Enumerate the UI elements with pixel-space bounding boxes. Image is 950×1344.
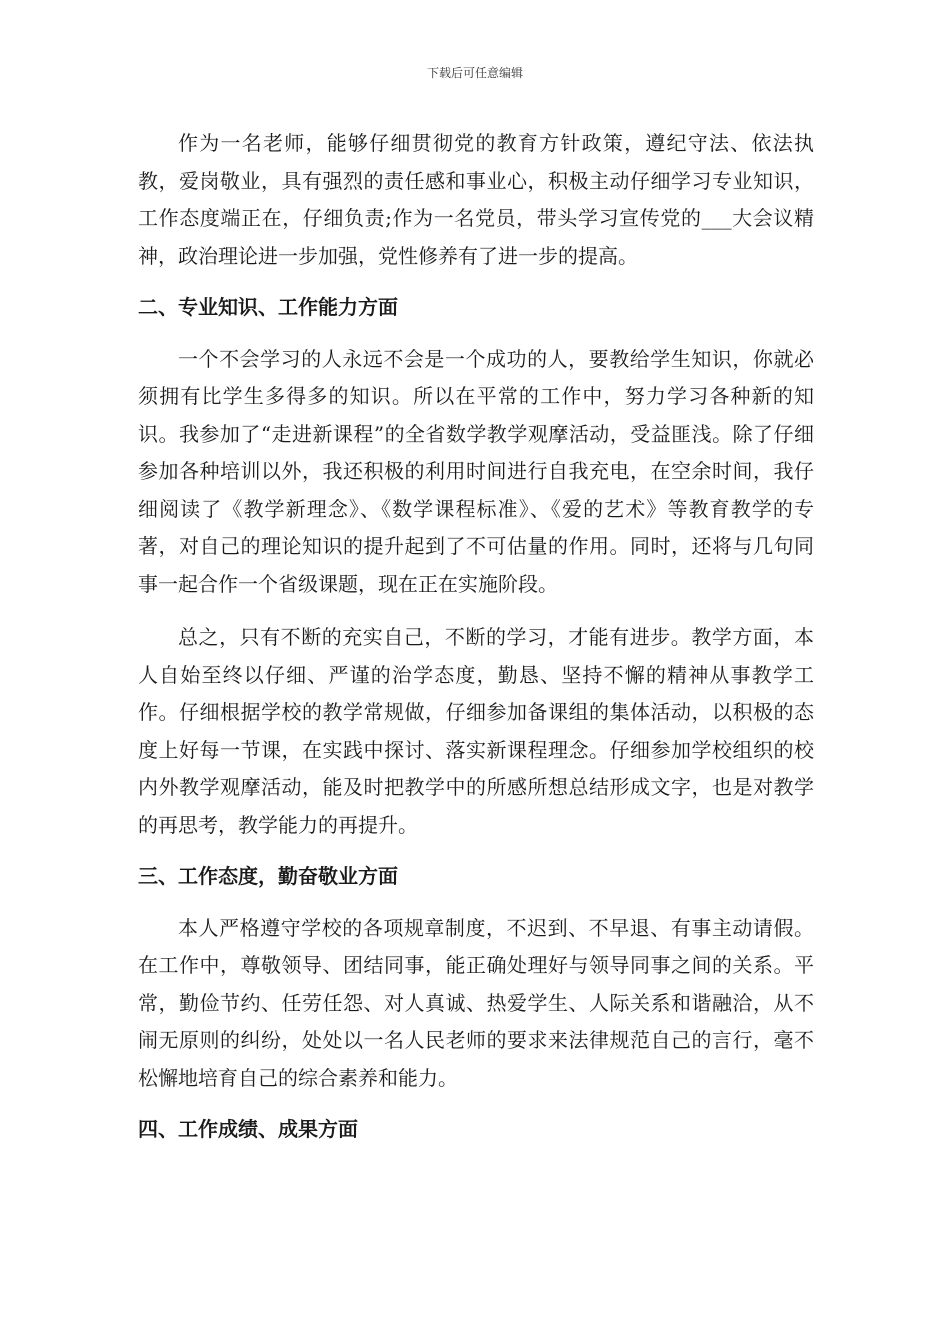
section-heading-achievements: 四、工作成绩、成果方面 — [138, 1117, 358, 1141]
paragraph-learning: 一个不会学习的人永远不会是一个成功的人，要教给学生知识，你就必须拥有比学生多得多的知识。所以在平常的工作中，努力学习各种新的知识。我参加了“走进新课程”的全省数学教学观摩活动，受益匪浅。除了仔细参加各种培训以外，我还积极的利用时间进行自我充电，在空余时间，我仔细阅读了《教学新理念》、《数学课程标准》、《爱的艺术》等教育教学的专著，对自己的理论知识的提升起到了不可估量的作用。同时，还将与几句同事一起合作一个省级课题，现在正在实施阶段。 — [138, 346, 814, 596]
paragraph-discipline: 本人严格遵守学校的各项规章制度，不迟到、不早退、有事主动请假。在工作中，尊敬领导、团结同事，能正确处理好与领导同事之间的关系。平常，勤俭节约、任劳任怨、对人真诚、热爱学生、人际关系和谐融洽，从不闹无原则的纠纷，处处以一名人民老师的要求来法律规范自己的言行，毫不松懈地培育自己的综合素养和能力。 — [138, 915, 814, 1090]
section-heading-work-attitude: 三、工作态度，勤奋敬业方面 — [138, 864, 398, 888]
section-heading-professional-knowledge: 二、专业知识、工作能力方面 — [138, 295, 398, 319]
paragraph-teacher-duty: 作为一名老师，能够仔细贯彻党的教育方针政策，遵纪守法、依法执教，爱岗敬业，具有强烈的责任感和事业心，积极主动仔细学习专业知识，工作态度端正在，仔细负责;作为一名党员，带头学习宣传党的___大会议精神，政治理论进一步加强，党性修养有了进一步的提高。 — [138, 131, 814, 268]
document-body — [138, 125, 814, 1149]
paragraph-teaching: 总之，只有不断的充实自己，不断的学习，才能有进步。教学方面，本人自始至终以仔细、严谨的治学态度，勤恳、坚持不懈的精神从事教学工作。仔细根据学校的教学常规做，仔细参加备课组的集体活动，以积极的态度上好每一节课，在实践中探讨、落实新课程理念。仔细参加学校组织的校内外教学观摩活动，能及时把教学中的所感所想总结形成文字，也是对教学的再思考，教学能力的再提升。 — [138, 625, 814, 837]
page-header-note: 下载后可任意编辑 — [426, 66, 523, 80]
